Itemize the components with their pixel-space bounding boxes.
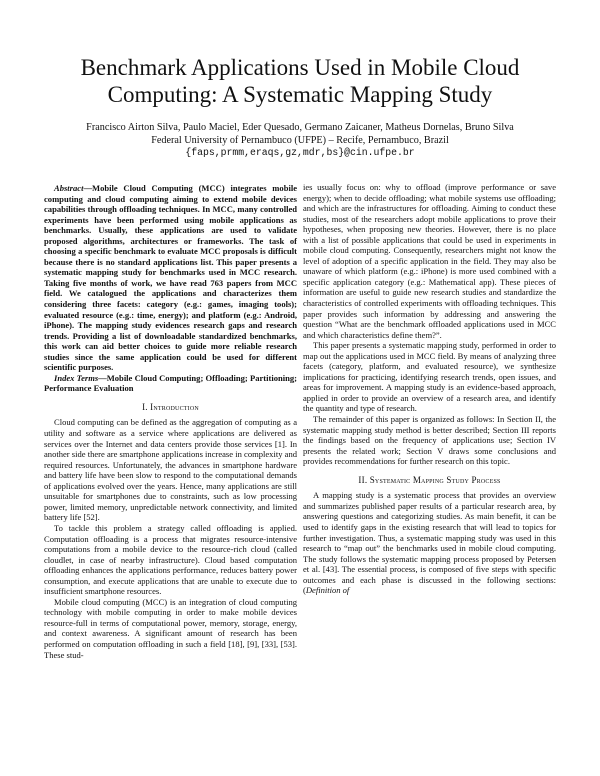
abstract <box>44 183 297 373</box>
author-names: Francisco Airton Silva, Paulo Maciel, Eder Quesado, Germano Zaicaner, Matheus Dornelas, Bruno Silva <box>86 122 514 133</box>
index-terms <box>44 373 297 394</box>
right-column <box>303 182 556 596</box>
intro-paragraph: To tackle this problem a strategy called offloading is applied. Computation offloading is a process that migrates resource-intensive computations from a mobile device to the resource-rich cloud (called cloudlet, in case of nearby infrastructure). Cloud based computation offloading enhances the applications performance, reduces battery power consumption, and execute applications that are unable to execute due to insufficient smartphone resources. <box>44 522 297 597</box>
abstract-text: —Mobile Cloud Computing (MCC) integrates mobile computing and cloud computing aiming to extend mobile devices capabilities through offloading techniques. In MCC, many controlled experiments have been performed using mobile applications as benchmarks. Usually, these applications are used to validate proposed algorithms, architectures or frameworks. The task of choosing a specific benchmark to evaluate MCC proposals is difficult because there is no standard applications list. This paper presents a systematic mapping study for benchmarks used in MCC research. Taking five months of work, we have read 763 papers from MCC field. We catalogued the applications and characterizes them considering three facets: category (e.g.: games, imaging tools); evaluated resource (e.g.: time, energy); and platform (e.g.: Android, iPhone). The mapping study evidences research gaps and research trends. Providing a list of downloadable standardized benchmarks, this work can aid better choices to guide more reliable research studies since the same application could be used for different scientific purposes. <box>44 183 297 373</box>
index-terms-label: Index Terms <box>54 372 99 383</box>
abstract-label: Abstract <box>54 183 84 193</box>
section-heading-introduction: I. Introduction <box>142 401 199 412</box>
intro-paragraph: This paper presents a systematic mapping study, performed in order to map out the applications used in MCC field. By means of analyzing three facets (category, platform, and evaluated resource), we synthesize implications for practicing, identifying research trends, open issues, and areas for improvement. A mapping study is an evidence-based approach, applied in order to provide an overview of a research area, and identify the quantity and type of research. <box>303 340 556 414</box>
method-paragraph-text: A mapping study is a systematic process that provides an overview and summarizes published paper results of a particular research area, by answering questions and categorizing studies. As main benefit, it can be used to identify gaps in the existing research that will lead to topics for further investigation. Thus, a systematic mapping study was used in this research to “map out” the benchmarks used in mobile cloud computing. The study follows the systematic mapping process proposed by Petersen et al. [43]. The essential process, is composed of five steps with specific outcomes and each phase is discussed in the following sections: ( <box>303 490 556 596</box>
paper-title <box>40 54 560 108</box>
intro-paragraph: Cloud computing can be defined as the aggregation of computing as a utility and software as a service where applications are delivered as services over the Internet and data centers provide those services [1]. In another side there are smartphone applications increase in complexity and required resources. Unfortunately, the advances in smartphone hardware and battery life have been slow to respond to the computational demands of applications evolved over the years. Hence, many applications are still unsuitable for smartphones due to constraints, such as low processing power, limited memory, unpredictable network connectivity, and limited battery life [52]. <box>44 417 297 523</box>
index-terms-text: —Mobile Cloud Computing; Offloading; Partitioning; Performance Evaluation <box>44 372 297 394</box>
method-paragraph <box>303 490 556 595</box>
author-block <box>40 122 560 160</box>
section-heading-mapping-process: II. Systematic Mapping Study Process <box>358 474 501 485</box>
intro-paragraph-continued: ies usually focus on: why to offload (improve performance or save energy); when to decide offloading; what mobile systems use offloading; and which are the infrastructures for offloading. Aiming to conduct these studies, most of the researchers adopt mobile applications to prove their hypotheses, when proposing new theories. However, there is no place with a list of possible applications that could be used in experiments in mobile cloud computing. Consequently, researchers might not know the level of adoption of a specific application in the field. They may also be unaware of which platform (e.g.: iPhone) is more used combined with a specific application category (e.g.: Mathematical app). These pieces of information are useful to guide new research studies and standardize the characteristics of controlled experiments with offloading techniques. This paper provides such information by addressing and answering the question “What are the benchmark offloaded applications used in MCC and which characteristics define them?”. <box>303 182 556 340</box>
title-line-2: Computing: A Systematic Mapping Study <box>107 82 493 107</box>
title-line-1: Benchmark Applications Used in Mobile Cloud <box>80 55 520 80</box>
affiliation: Federal University of Pernambuco (UFPE) – Recife, Pernambuco, Brazil <box>151 134 449 146</box>
intro-paragraph: Mobile cloud computing (MCC) is an integration of cloud computing technology with mobile computing in order to make mobile devices resource-full in terms of computational power, memory, storage, energy, and context awareness. A significant amount of research has been performed on computation offloading in such a field [18], [9], [33], [53]. These stud- <box>44 596 297 660</box>
left-column <box>44 183 297 660</box>
author-emails: {faps,prmm,eraqs,gz,mdr,bs}@cin.ufpe.br <box>185 147 415 158</box>
intro-paragraph: The remainder of this paper is organized as follows: In Section II, the systematic mapping study method is better described; Section III reports the findings based on the frequency of applications use; Section IV presents the related work; Section V draws some conclusions and provides recommendations for further research on this topic. <box>303 414 556 467</box>
method-paragraph-italic: Definition of <box>305 585 350 596</box>
